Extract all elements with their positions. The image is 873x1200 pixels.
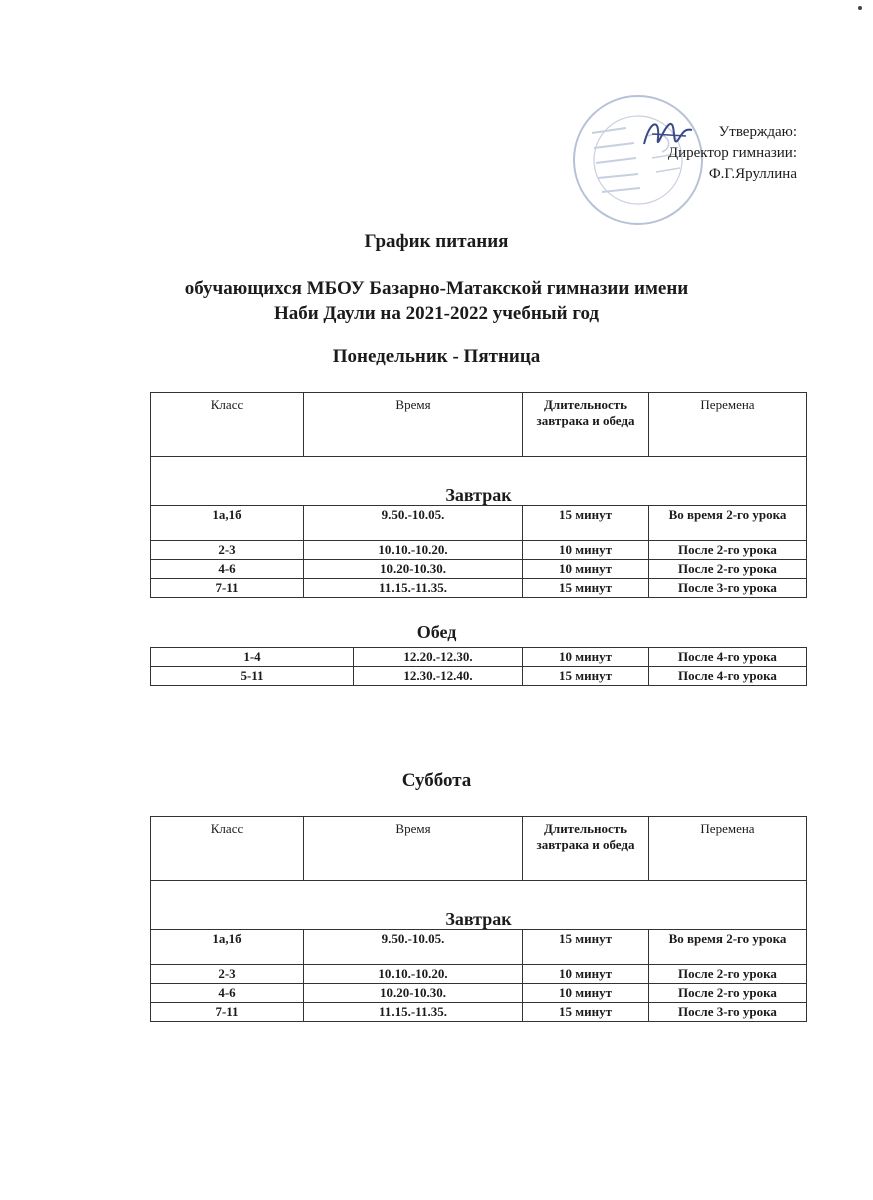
weekday-lunch-table: [150, 647, 807, 686]
cell-duration: 15 минут: [523, 930, 649, 965]
cell-time: 11.15.-11.35.: [304, 1003, 523, 1022]
weekdays-heading: Понедельник - Пятница: [332, 346, 541, 367]
cell-class: 1а,1б: [151, 930, 304, 965]
cell-class: 7-11: [151, 1003, 304, 1022]
cell-class: 1а,1б: [151, 506, 304, 541]
cell-duration: 10 минут: [523, 648, 649, 667]
cell-duration: 10 минут: [523, 541, 649, 560]
header-class: Класс: [151, 817, 304, 881]
section-row: [151, 457, 807, 506]
cell-class: 1-4: [151, 648, 354, 667]
table-row: [151, 930, 807, 965]
header-duration: Длительность завтрака и обеда: [523, 817, 649, 881]
breakfast-label: Завтрак: [151, 457, 807, 506]
cell-duration: 15 минут: [523, 1003, 649, 1022]
cell-time: 11.15.-11.35.: [304, 579, 523, 598]
cell-time: 9.50.-10.05.: [304, 506, 523, 541]
approval-line-3: Ф.Г.Яруллина: [708, 166, 797, 182]
cell-class: 4-6: [151, 984, 304, 1003]
document-title: График питания: [364, 231, 509, 252]
cell-duration: 10 минут: [523, 965, 649, 984]
cell-duration: 15 минут: [523, 667, 649, 686]
cell-class: 2-3: [151, 541, 304, 560]
cell-class: 2-3: [151, 965, 304, 984]
section-row: [151, 881, 807, 930]
cell-duration: 15 минут: [523, 579, 649, 598]
cell-break: После 3-го урока: [649, 1003, 807, 1022]
cell-time: 10.20-10.30.: [304, 560, 523, 579]
header-break: Перемена: [649, 817, 807, 881]
header-duration: Длительность завтрака и обеда: [523, 393, 649, 457]
subtitle-line-1: обучающихся МБОУ Базарно-Матакской гимназии имени: [184, 278, 689, 299]
weekday-schedule-table: [150, 392, 807, 598]
table-row: [151, 648, 807, 667]
table-row: [151, 984, 807, 1003]
cell-time: 12.20.-12.30.: [354, 648, 523, 667]
cell-break: Во время 2-го урока: [649, 506, 807, 541]
table-row: [151, 560, 807, 579]
breakfast-label: Завтрак: [151, 881, 807, 930]
table-header-row: [151, 393, 807, 457]
lunch-label: Обед: [416, 622, 457, 642]
saturday-schedule-table: [150, 816, 807, 1022]
approval-line-2: Директор гимназии:: [667, 145, 797, 161]
cell-duration: 10 минут: [523, 560, 649, 579]
saturday-heading: Суббота: [401, 770, 472, 791]
table-row: [151, 579, 807, 598]
table-row: [151, 667, 807, 686]
cell-class: 5-11: [151, 667, 354, 686]
cell-time: 10.10.-10.20.: [304, 541, 523, 560]
cell-break: После 2-го урока: [649, 541, 807, 560]
table-row: [151, 1003, 807, 1022]
header-time: Время: [304, 393, 523, 457]
cell-break: После 4-го урока: [649, 667, 807, 686]
header-time: Время: [304, 817, 523, 881]
cell-time: 10.20-10.30.: [304, 984, 523, 1003]
cell-break: После 2-го урока: [649, 965, 807, 984]
cell-time: 10.10.-10.20.: [304, 965, 523, 984]
cell-time: 12.30.-12.40.: [354, 667, 523, 686]
approval-line-1: Утверждаю:: [718, 124, 797, 140]
cell-break: После 2-го урока: [649, 560, 807, 579]
document-subtitle: [0, 276, 873, 326]
cell-duration: 10 минут: [523, 984, 649, 1003]
table-row: [151, 541, 807, 560]
cell-break: Во время 2-го урока: [649, 930, 807, 965]
cell-time: 9.50.-10.05.: [304, 930, 523, 965]
scan-speck: [858, 6, 862, 10]
header-class: Класс: [151, 393, 304, 457]
cell-class: 4-6: [151, 560, 304, 579]
approval-block: [668, 122, 797, 185]
table-row: [151, 506, 807, 541]
table-row: [151, 965, 807, 984]
header-break: Перемена: [649, 393, 807, 457]
table-header-row: [151, 817, 807, 881]
cell-break: После 2-го урока: [649, 984, 807, 1003]
cell-duration: 15 минут: [523, 506, 649, 541]
cell-class: 7-11: [151, 579, 304, 598]
subtitle-line-2: Наби Даули на 2021-2022 учебный год: [273, 303, 600, 324]
cell-break: После 4-го урока: [649, 648, 807, 667]
cell-break: После 3-го урока: [649, 579, 807, 598]
